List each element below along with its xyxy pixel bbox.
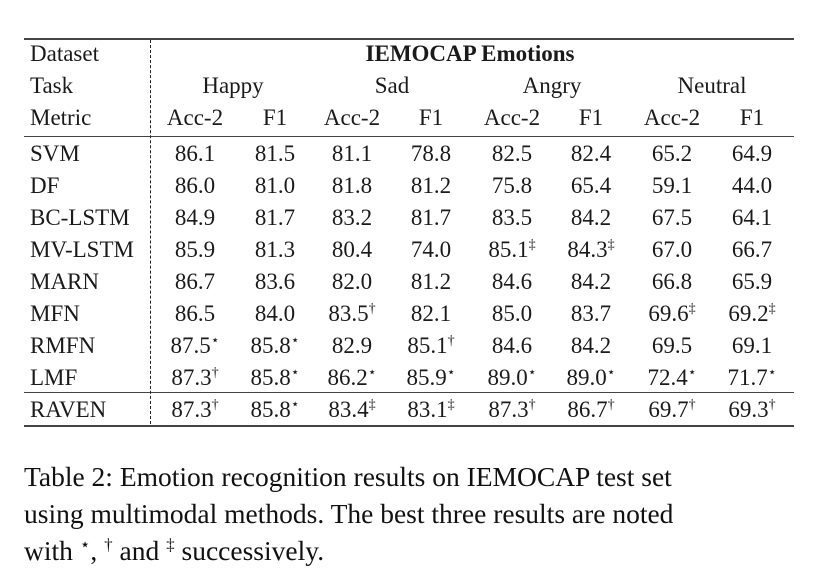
caption-text: with <box>24 535 80 566</box>
metric-header: Acc-2 <box>643 105 701 130</box>
table-cell <box>155 203 235 233</box>
table-cell <box>632 395 712 425</box>
cell-value: 81.2 <box>410 269 452 294</box>
cell-value: 85.1 <box>488 237 529 262</box>
table-cell <box>155 171 235 201</box>
caption-text: successively. <box>174 535 325 566</box>
task-header-sad: Sad <box>374 73 410 98</box>
table-cell <box>391 395 471 425</box>
cell-value: 89.0 <box>566 365 607 390</box>
cell-value: 87.3 <box>171 365 212 390</box>
table-cell <box>551 171 631 201</box>
cell-value: 85.0 <box>491 301 533 326</box>
star-mark: ⋆ <box>446 365 456 381</box>
star-mark: ⋆ <box>367 365 377 381</box>
table-cell <box>391 267 471 297</box>
star-mark: ⋆ <box>606 365 616 381</box>
dagger-mark: † <box>211 365 219 381</box>
table-cell <box>155 139 235 169</box>
table-cell <box>712 299 792 329</box>
cell-value: 84.2 <box>570 333 612 358</box>
table-cell <box>632 171 712 201</box>
table-cell <box>472 171 552 201</box>
table-cell <box>632 203 712 233</box>
table-cell <box>235 395 315 425</box>
method-name: RMFN <box>30 333 96 358</box>
cell-value: 85.8 <box>250 333 291 358</box>
double-dagger-mark: ‡ <box>368 397 376 413</box>
caption-line-3 <box>24 532 814 569</box>
table-cell <box>712 395 792 425</box>
cell-value: 82.1 <box>410 301 452 326</box>
table-cell <box>312 235 392 265</box>
table-vertical-separator <box>150 40 151 424</box>
table-cell <box>712 235 792 265</box>
cell-value: 64.9 <box>731 141 773 166</box>
metric-header: Acc-2 <box>166 105 224 130</box>
metric-header: F1 <box>418 105 444 130</box>
table-cell <box>472 267 552 297</box>
cell-value: 83.6 <box>254 269 296 294</box>
method-name: MFN <box>30 301 80 326</box>
table-cell <box>391 331 471 361</box>
table-cell <box>312 267 392 297</box>
double-dagger-mark: ‡ <box>607 237 615 253</box>
table-caption <box>24 458 814 569</box>
cell-value: 81.1 <box>331 141 373 166</box>
table-cell <box>312 331 392 361</box>
table-cell <box>235 363 315 393</box>
cell-value: 81.5 <box>254 141 296 166</box>
caption-text: and <box>112 535 167 566</box>
table-cell <box>632 299 712 329</box>
cell-value: 84.6 <box>491 269 533 294</box>
table-cell <box>312 171 392 201</box>
dagger-mark: † <box>368 301 376 317</box>
table-header-rule <box>24 136 794 137</box>
table-cell <box>235 267 315 297</box>
cell-value: 84.9 <box>174 205 216 230</box>
metric-header: Acc-2 <box>483 105 541 130</box>
cell-value: 66.7 <box>731 237 773 262</box>
cell-value: 69.7 <box>648 397 689 422</box>
table-cell <box>235 139 315 169</box>
table-cell <box>391 299 471 329</box>
dataset-title: IEMOCAP Emotions <box>365 41 575 66</box>
table-cell <box>312 139 392 169</box>
star-mark: ⋆ <box>687 365 697 381</box>
table-cell <box>312 395 392 425</box>
table-cell <box>632 363 712 393</box>
cell-value: 87.3 <box>171 397 212 422</box>
cell-value: 85.9 <box>406 365 447 390</box>
cell-value: 89.0 <box>487 365 528 390</box>
cell-value: 83.4 <box>328 397 369 422</box>
cell-value: 84.2 <box>570 205 612 230</box>
cell-value: 85.8 <box>250 397 291 422</box>
double-dagger-mark: ‡ <box>447 397 455 413</box>
table-cell <box>632 139 712 169</box>
table-cell <box>472 235 552 265</box>
dagger-mark: † <box>211 397 219 413</box>
dagger-mark: † <box>104 534 113 554</box>
table-cell <box>712 203 792 233</box>
table-cell <box>391 139 471 169</box>
cell-value: 82.9 <box>331 333 373 358</box>
table-cell <box>235 331 315 361</box>
method-name: MARN <box>30 269 100 294</box>
cell-value: 85.1 <box>407 333 448 358</box>
cell-value: 86.0 <box>174 173 216 198</box>
method-name: SVM <box>30 141 80 166</box>
table-cell <box>712 363 792 393</box>
method-name: LMF <box>30 365 78 390</box>
method-name: MV-LSTM <box>30 237 134 262</box>
table-cell <box>551 235 631 265</box>
table-cell <box>712 139 792 169</box>
dagger-mark: † <box>688 397 696 413</box>
cell-value: 66.8 <box>651 269 693 294</box>
table-bottom-rule <box>24 425 794 427</box>
star-mark: ⋆ <box>290 397 300 413</box>
cell-value: 84.6 <box>491 333 533 358</box>
cell-value: 69.1 <box>731 333 773 358</box>
table-cell <box>155 299 235 329</box>
table-cell <box>235 299 315 329</box>
cell-value: 83.5 <box>491 205 533 230</box>
task-header-happy: Happy <box>202 73 264 98</box>
table-cell <box>551 299 631 329</box>
cell-value: 83.1 <box>407 397 448 422</box>
table-cell <box>551 203 631 233</box>
method-name: BC-LSTM <box>30 205 130 230</box>
cell-value: 84.2 <box>570 269 612 294</box>
table-cell <box>155 363 235 393</box>
table-cell <box>235 171 315 201</box>
cell-value: 86.5 <box>174 301 216 326</box>
dagger-mark: † <box>768 397 776 413</box>
cell-value: 65.4 <box>570 173 612 198</box>
cell-value: 86.7 <box>174 269 216 294</box>
cell-value: 67.5 <box>651 205 693 230</box>
task-header-neutral: Neutral <box>677 73 747 98</box>
table-cell <box>391 171 471 201</box>
table-cell <box>312 203 392 233</box>
cell-value: 75.8 <box>491 173 533 198</box>
cell-value: 78.8 <box>410 141 452 166</box>
star-mark: ⋆ <box>290 333 300 349</box>
cell-value: 67.0 <box>651 237 693 262</box>
cell-value: 44.0 <box>731 173 773 198</box>
table-cell <box>235 203 315 233</box>
cell-value: 84.3 <box>567 237 608 262</box>
dagger-mark: † <box>447 333 455 349</box>
star-mark: ⋆ <box>210 333 220 349</box>
cell-value: 84.0 <box>254 301 296 326</box>
cell-value: 59.1 <box>651 173 693 198</box>
caption-text: , <box>90 535 105 566</box>
table-cell <box>472 139 552 169</box>
cell-value: 87.3 <box>488 397 529 422</box>
table-cell <box>632 331 712 361</box>
metric-header: F1 <box>578 105 604 130</box>
table-cell <box>632 235 712 265</box>
cell-value: 81.0 <box>254 173 296 198</box>
metric-header: Acc-2 <box>323 105 381 130</box>
table-cell <box>551 395 631 425</box>
dagger-mark: † <box>607 397 615 413</box>
cell-value: 81.8 <box>331 173 373 198</box>
method-name: RAVEN <box>30 397 107 422</box>
table-cell <box>712 331 792 361</box>
caption-line-2: using multimodal methods. The best three results are noted <box>24 498 674 529</box>
table-cell <box>551 139 631 169</box>
table-cell <box>472 363 552 393</box>
cell-value: 83.2 <box>331 205 373 230</box>
caption-line-1: Table 2: Emotion recognition results on IEMOCAP test set <box>24 461 672 492</box>
cell-value: 82.0 <box>331 269 373 294</box>
cell-value: 69.2 <box>728 301 769 326</box>
cell-value: 81.7 <box>410 205 452 230</box>
cell-value: 82.5 <box>491 141 533 166</box>
cell-value: 87.5 <box>170 333 211 358</box>
table-cell <box>551 363 631 393</box>
metric-label: Metric <box>30 105 92 130</box>
table-cell <box>155 235 235 265</box>
table-cell <box>391 203 471 233</box>
star-mark: ⋆ <box>767 365 777 381</box>
task-header-angry: Angry <box>522 73 582 98</box>
table-cell <box>391 235 471 265</box>
star-mark: ⋆ <box>527 365 537 381</box>
star-mark: ⋆ <box>290 365 300 381</box>
cell-value: 85.9 <box>174 237 216 262</box>
cell-value: 83.7 <box>570 301 612 326</box>
cell-value: 65.2 <box>651 141 693 166</box>
table-cell <box>712 171 792 201</box>
star-mark: ⋆ <box>79 534 91 554</box>
table-cell <box>472 395 552 425</box>
double-dagger-mark: ‡ <box>688 301 696 317</box>
cell-value: 64.1 <box>731 205 773 230</box>
table-cell <box>312 299 392 329</box>
double-dagger-mark: ‡ <box>768 301 776 317</box>
dagger-mark: † <box>528 397 536 413</box>
cell-value: 86.1 <box>174 141 216 166</box>
cell-value: 86.7 <box>567 397 608 422</box>
cell-value: 69.3 <box>728 397 769 422</box>
table-cell <box>391 363 471 393</box>
table-cell <box>155 267 235 297</box>
table-cell <box>155 395 235 425</box>
cell-value: 69.6 <box>648 301 689 326</box>
cell-value: 81.7 <box>254 205 296 230</box>
double-dagger-mark: ‡ <box>166 534 175 554</box>
cell-value: 81.2 <box>410 173 452 198</box>
table-cell <box>551 267 631 297</box>
double-dagger-mark: ‡ <box>528 237 536 253</box>
table-cell <box>155 331 235 361</box>
metric-header: F1 <box>739 105 765 130</box>
cell-value: 83.5 <box>328 301 369 326</box>
cell-value: 86.2 <box>327 365 368 390</box>
table-cell <box>551 331 631 361</box>
table-cell <box>472 203 552 233</box>
table-cell <box>235 235 315 265</box>
cell-value: 85.8 <box>250 365 291 390</box>
table-cell <box>632 267 712 297</box>
cell-value: 69.5 <box>651 333 693 358</box>
metric-header: F1 <box>262 105 288 130</box>
cell-value: 65.9 <box>731 269 773 294</box>
table-cell <box>312 363 392 393</box>
table-cell <box>472 331 552 361</box>
cell-value: 74.0 <box>410 237 452 262</box>
cell-value: 72.4 <box>647 365 688 390</box>
dataset-label: Dataset <box>30 41 99 66</box>
task-label: Task <box>30 73 74 98</box>
cell-value: 82.4 <box>570 141 612 166</box>
table-cell <box>712 267 792 297</box>
method-name: DF <box>30 173 60 198</box>
cell-value: 71.7 <box>727 365 768 390</box>
cell-value: 81.3 <box>254 237 296 262</box>
cell-value: 80.4 <box>331 237 373 262</box>
table-cell <box>472 299 552 329</box>
